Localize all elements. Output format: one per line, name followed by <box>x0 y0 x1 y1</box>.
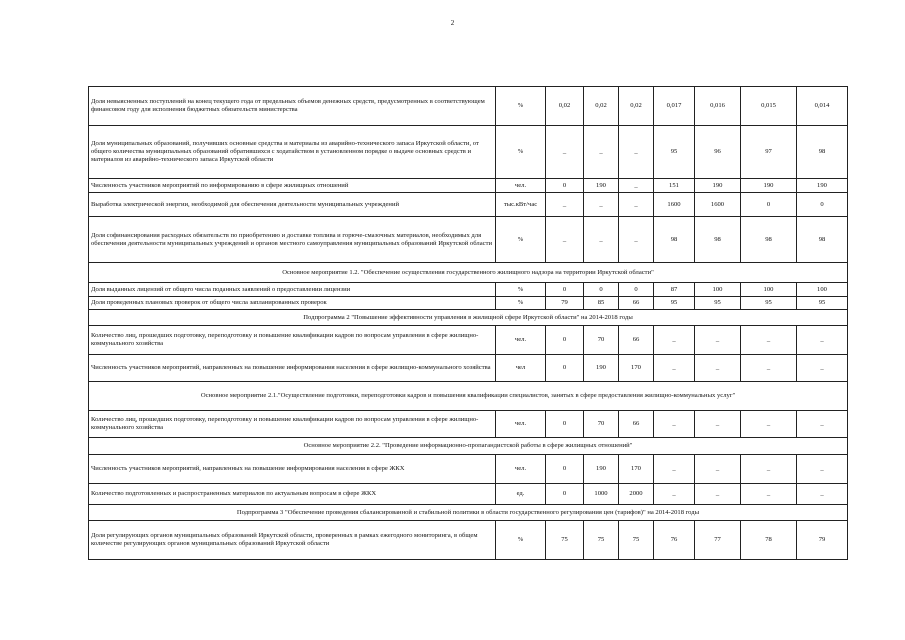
unit-cell: % <box>496 297 546 310</box>
value-cell: _ <box>695 411 741 438</box>
value-cell: _ <box>546 217 584 263</box>
value-cell: 151 <box>654 179 695 193</box>
unit-cell: тыс.кВт/час <box>496 193 546 217</box>
unit-cell: % <box>496 521 546 560</box>
value-cell: _ <box>654 484 695 505</box>
indicator-cell: Доля невыясненных поступлений на конец текущего года от предельных объемов денежных средств, предусмотренных в соответствующем финансовом году для исполнения бюджетных обязательств министерства <box>89 87 496 126</box>
value-cell: 190 <box>695 179 741 193</box>
value-cell: _ <box>797 355 848 382</box>
indicator-cell: Доля выданных лицензий от общего числа поданных заявлений о предоставлении лицензии <box>89 283 496 297</box>
value-cell: _ <box>619 126 654 179</box>
value-cell: 190 <box>741 179 797 193</box>
value-cell: 95 <box>695 297 741 310</box>
value-cell: 0 <box>546 179 584 193</box>
section-header-row <box>89 310 848 326</box>
value-cell: 0,02 <box>584 87 619 126</box>
value-cell: _ <box>797 455 848 484</box>
value-cell: 0 <box>546 326 584 355</box>
table-row <box>89 411 848 438</box>
table-row <box>89 193 848 217</box>
unit-cell: чел <box>496 355 546 382</box>
table-row <box>89 179 848 193</box>
value-cell: _ <box>619 179 654 193</box>
value-cell: 190 <box>797 179 848 193</box>
value-cell: 79 <box>797 521 848 560</box>
value-cell: _ <box>619 217 654 263</box>
value-cell: _ <box>654 411 695 438</box>
indicator-cell: Количество лиц, прошедших подготовку, переподготовку и повышение квалификации кадров по вопросам управления в сфере жилищно-коммунального хозяйства <box>89 411 496 438</box>
table-row <box>89 217 848 263</box>
value-cell: _ <box>654 455 695 484</box>
table-row <box>89 283 848 297</box>
value-cell: 87 <box>654 283 695 297</box>
value-cell: 0,02 <box>619 87 654 126</box>
table-body <box>89 87 848 560</box>
value-cell: 0 <box>619 283 654 297</box>
unit-cell: % <box>496 217 546 263</box>
value-cell: 2000 <box>619 484 654 505</box>
value-cell: 76 <box>654 521 695 560</box>
value-cell: 98 <box>797 217 848 263</box>
value-cell: 98 <box>654 217 695 263</box>
value-cell: 170 <box>619 455 654 484</box>
value-cell: 190 <box>584 455 619 484</box>
value-cell: 0 <box>546 411 584 438</box>
value-cell: 98 <box>741 217 797 263</box>
section-header-row <box>89 263 848 283</box>
indicator-cell: Доля проведенных плановых проверок от общего числа запланированных проверок <box>89 297 496 310</box>
value-cell: 100 <box>695 283 741 297</box>
value-cell: 98 <box>797 126 848 179</box>
value-cell: 66 <box>619 326 654 355</box>
value-cell: 1600 <box>695 193 741 217</box>
section-header-text: Основное мероприятие 1.2. "Обеспечение осуществления государственного жилищного надзора на территории Иркутской области" <box>89 263 848 283</box>
value-cell: 190 <box>584 179 619 193</box>
value-cell: 100 <box>797 283 848 297</box>
value-cell: 0 <box>546 455 584 484</box>
table-row <box>89 355 848 382</box>
value-cell: 1000 <box>584 484 619 505</box>
value-cell: 0 <box>797 193 848 217</box>
value-cell: 75 <box>546 521 584 560</box>
value-cell: 0,015 <box>741 87 797 126</box>
value-cell: 0,017 <box>654 87 695 126</box>
value-cell: 95 <box>797 297 848 310</box>
indicator-cell: Количество подготовленных и распространенных материалов по актуальным вопросам в сфере ЖКХ <box>89 484 496 505</box>
table-row <box>89 297 848 310</box>
indicator-cell: Численность участников мероприятий по информированию в сфере жилищных отношений <box>89 179 496 193</box>
indicator-cell: Численность участников мероприятий, направленных на повышение информирования населения в сфере жилищно-коммунального хозяйства <box>89 355 496 382</box>
value-cell: 95 <box>654 126 695 179</box>
unit-cell: % <box>496 283 546 297</box>
section-header-row <box>89 382 848 411</box>
table-row <box>89 326 848 355</box>
section-header-row <box>89 505 848 521</box>
value-cell: _ <box>654 326 695 355</box>
value-cell: 0 <box>546 484 584 505</box>
value-cell: 66 <box>619 297 654 310</box>
value-cell: 100 <box>741 283 797 297</box>
value-cell: 0 <box>546 355 584 382</box>
value-cell: _ <box>546 193 584 217</box>
table-row <box>89 484 848 505</box>
unit-cell: % <box>496 126 546 179</box>
value-cell: _ <box>695 484 741 505</box>
value-cell: _ <box>797 484 848 505</box>
unit-cell: % <box>496 87 546 126</box>
value-cell: 70 <box>584 326 619 355</box>
value-cell: _ <box>584 193 619 217</box>
section-header-text: Подпрограмма 2 "Повышение эффективности управления в жилищной сфере Иркутской области" на 2014-2018 годы <box>89 310 848 326</box>
value-cell: _ <box>619 193 654 217</box>
indicator-cell: Доля муниципальных образований, получивших основные средства и материалы из аварийно-технического запаса Иркутской области, от общего количества муниципальных образований обратившихся с ходатайством в установленном порядке о выдаче основных средств и материалов из аварийно-технического запаса Иркутской области <box>89 126 496 179</box>
value-cell: 0,014 <box>797 87 848 126</box>
value-cell: 95 <box>654 297 695 310</box>
indicator-cell: Доля софинансирования расходных обязательств по приобретению и доставке топлива и горюче-смазочных материалов, необходимых для обеспечения деятельности муниципальных учреждений и органов местного самоуправления муниципальных образований Иркутской области <box>89 217 496 263</box>
table-row <box>89 87 848 126</box>
unit-cell: чел. <box>496 411 546 438</box>
value-cell: 98 <box>695 217 741 263</box>
unit-cell: чел. <box>496 455 546 484</box>
value-cell: 75 <box>619 521 654 560</box>
table-row <box>89 126 848 179</box>
value-cell: _ <box>546 126 584 179</box>
value-cell: _ <box>584 126 619 179</box>
value-cell: 79 <box>546 297 584 310</box>
value-cell: _ <box>741 326 797 355</box>
section-header-text: Подпрограмма 3 "Обеспечение проведения сбалансированной и стабильной политики в области государственного регулирования цен (тарифов)" на 2014-2018 годы <box>89 505 848 521</box>
value-cell: _ <box>695 326 741 355</box>
value-cell: 0 <box>584 283 619 297</box>
indicator-cell: Количество лиц, прошедших подготовку, переподготовку и повышение квалификации кадров по вопросам управления в сфере жилищно-коммунального хозяйства <box>89 326 496 355</box>
value-cell: _ <box>654 355 695 382</box>
value-cell: 75 <box>584 521 619 560</box>
value-cell: 70 <box>584 411 619 438</box>
section-header-text: Основное мероприятие 2.2. "Проведение информационно-пропагандистской работы в сфере жилищных отношений" <box>89 438 848 455</box>
value-cell: _ <box>741 455 797 484</box>
page-number: 2 <box>450 19 455 27</box>
value-cell: 85 <box>584 297 619 310</box>
value-cell: 96 <box>695 126 741 179</box>
value-cell: _ <box>695 355 741 382</box>
value-cell: 0,02 <box>546 87 584 126</box>
table-row <box>89 455 848 484</box>
indicator-cell: Численность участников мероприятий, направленных на повышение информирования населения в сфере ЖКХ <box>89 455 496 484</box>
value-cell: 0,016 <box>695 87 741 126</box>
value-cell: _ <box>584 217 619 263</box>
indicators-table <box>88 86 848 560</box>
indicator-cell: Выработка электрической энергии, необходимой для обеспечения деятельности муниципальных учреждений <box>89 193 496 217</box>
value-cell: 77 <box>695 521 741 560</box>
value-cell: 170 <box>619 355 654 382</box>
value-cell: _ <box>741 411 797 438</box>
value-cell: 78 <box>741 521 797 560</box>
value-cell: 66 <box>619 411 654 438</box>
value-cell: 95 <box>741 297 797 310</box>
value-cell: _ <box>741 355 797 382</box>
section-header-text: Основное мероприятие 2.1."Осуществление подготовки, переподготовки кадров и повышения квалификации специалистов, занятых в сфере предоставления жилищно-коммунальных услуг" <box>89 382 848 411</box>
value-cell: 97 <box>741 126 797 179</box>
value-cell: 0 <box>546 283 584 297</box>
value-cell: _ <box>797 411 848 438</box>
value-cell: _ <box>797 326 848 355</box>
unit-cell: чел. <box>496 179 546 193</box>
unit-cell: чел. <box>496 326 546 355</box>
value-cell: _ <box>741 484 797 505</box>
value-cell: 190 <box>584 355 619 382</box>
value-cell: 0 <box>741 193 797 217</box>
unit-cell: ед. <box>496 484 546 505</box>
indicator-cell: Доля регулирующих органов муниципальных образований Иркутской области, проверенных в рамках ежегодного мониторинга, в общем количестве регулирующих органов муниципальных образований Иркутской области <box>89 521 496 560</box>
section-header-row <box>89 438 848 455</box>
value-cell: 1600 <box>654 193 695 217</box>
table-row <box>89 521 848 560</box>
value-cell: _ <box>695 455 741 484</box>
